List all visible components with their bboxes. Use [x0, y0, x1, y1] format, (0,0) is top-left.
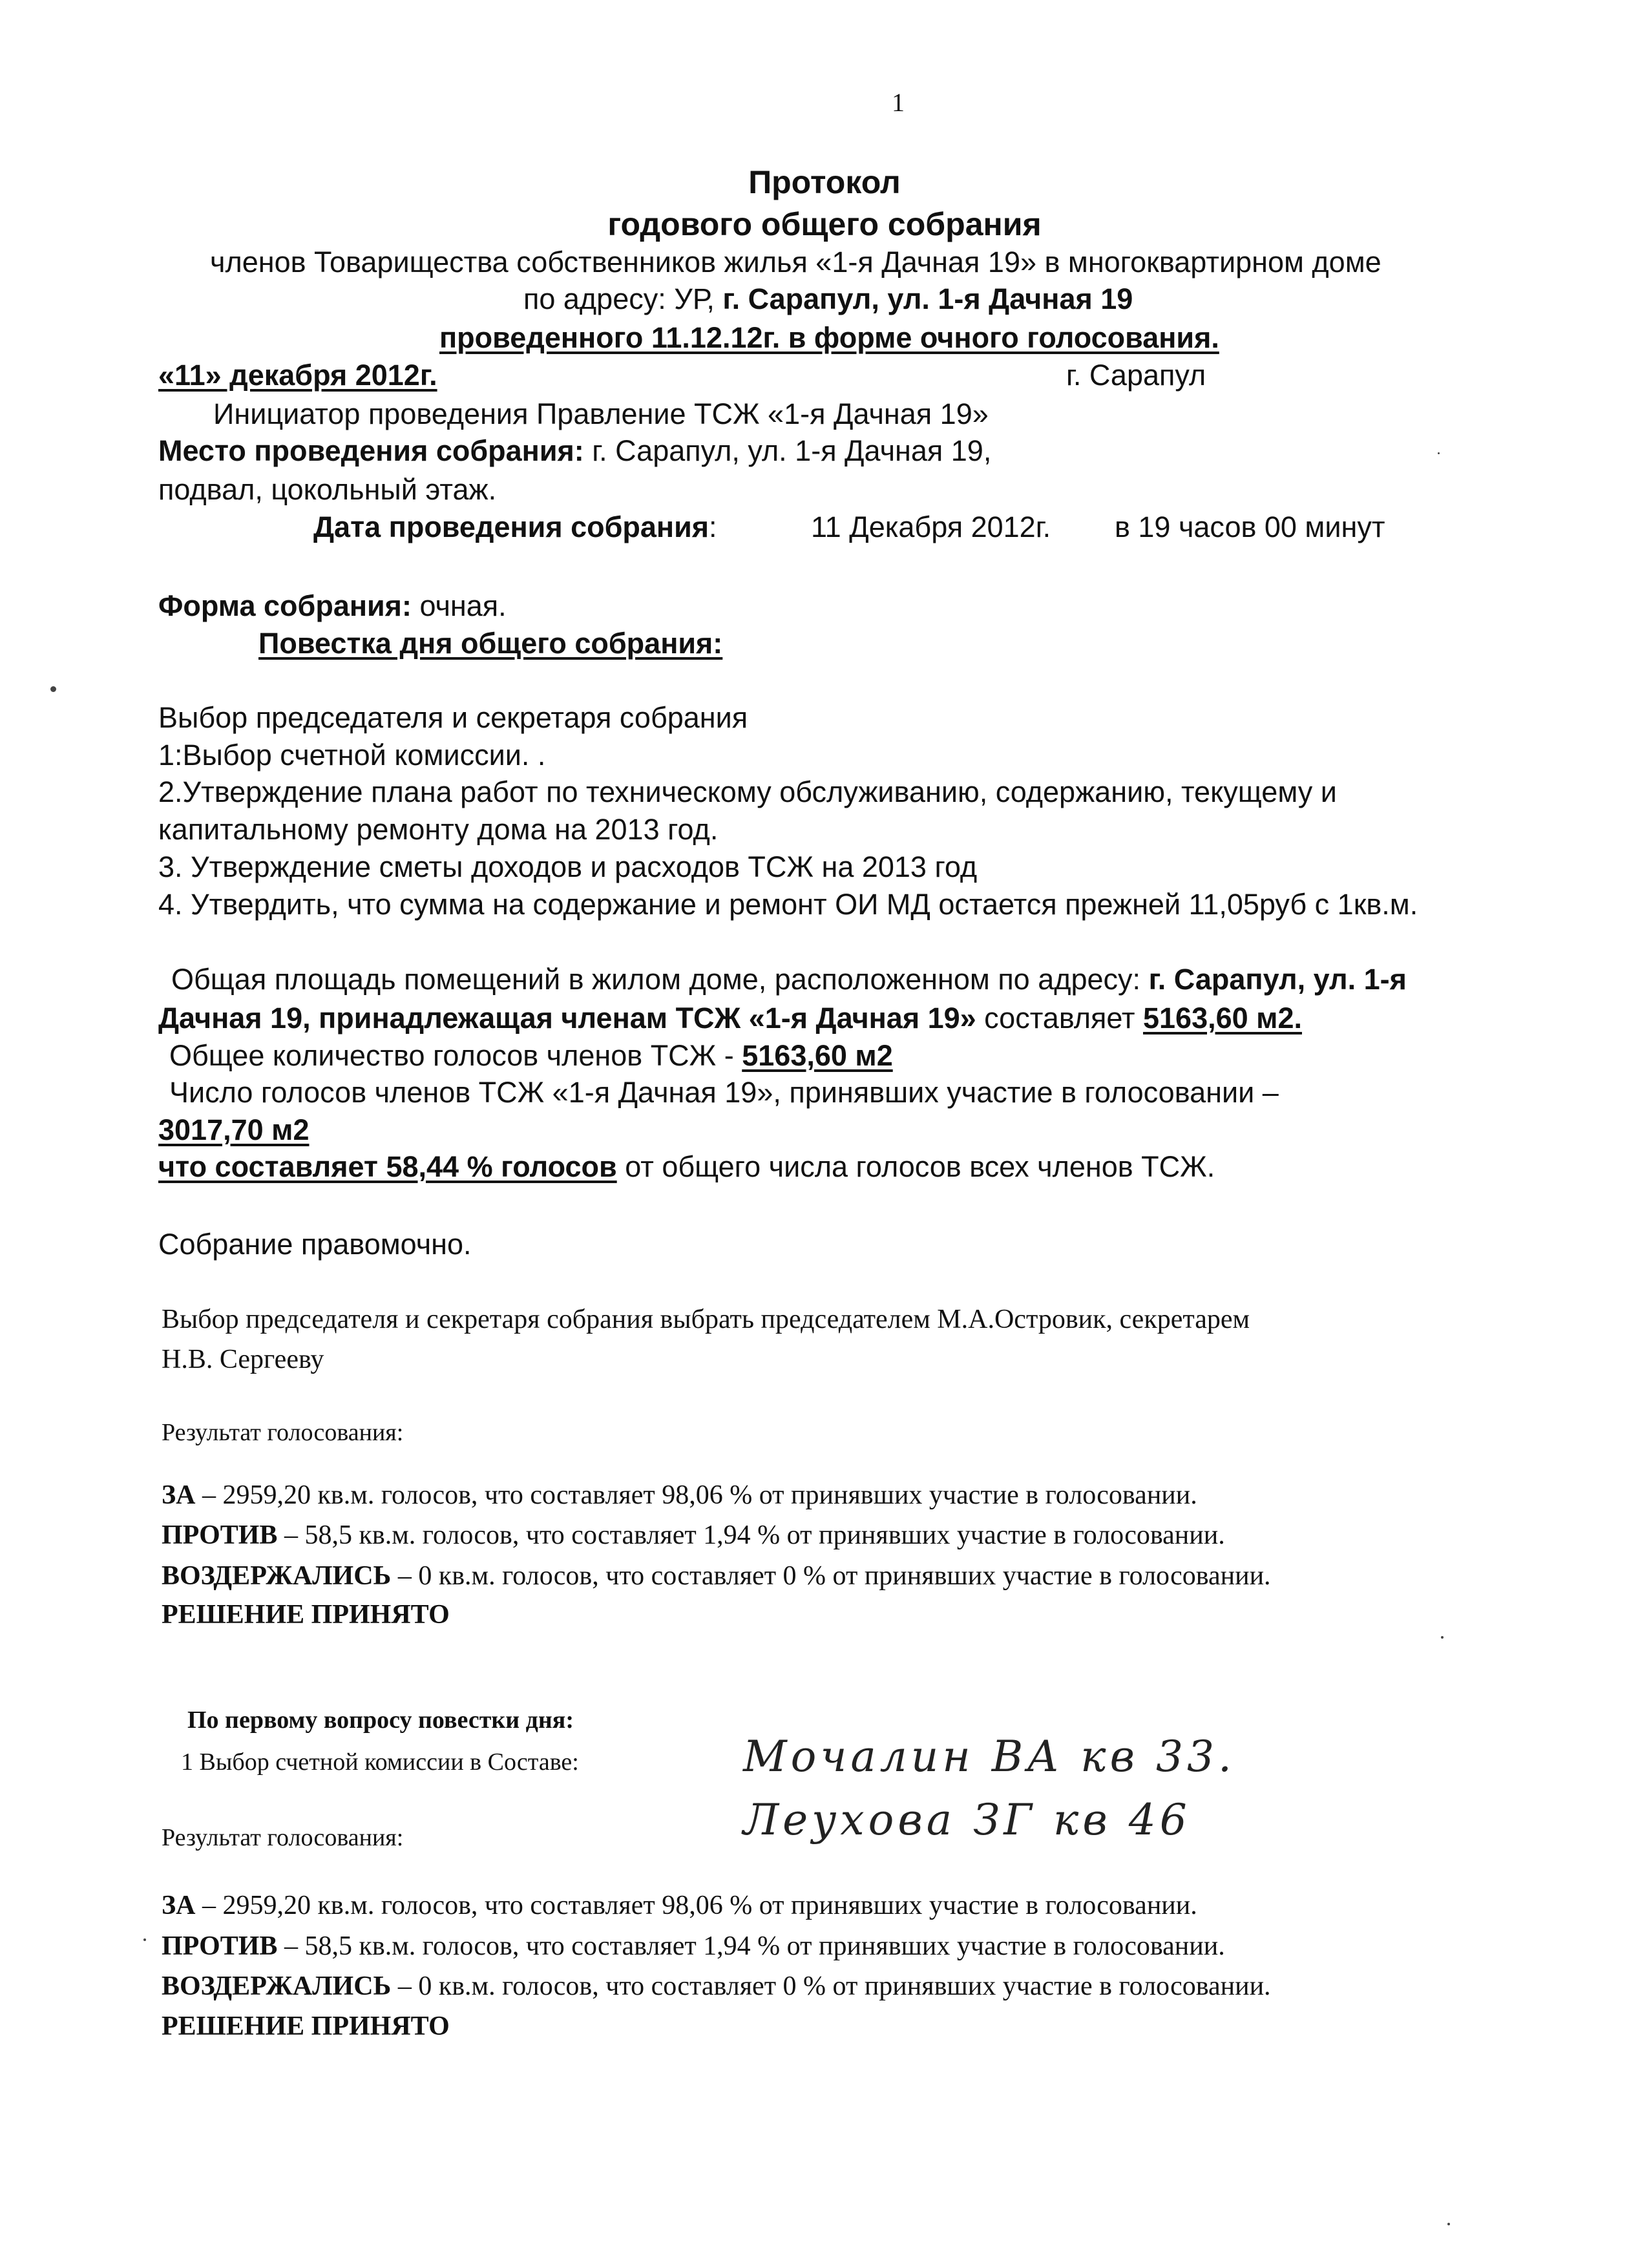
vote-against-label: ПРОТИВ [162, 1520, 278, 1550]
held-line: проведенного 11.12.12г. в форме очного голосования. [439, 321, 1219, 354]
form-line [158, 589, 507, 623]
q1-vote-for-line [162, 1890, 1197, 1921]
agenda-item: 4. Утвердить, что сумма на содержание и ремонт ОИ МД остается прежней 11,05руб с 1кв.м. [158, 888, 1418, 921]
q1-vote-against-line [162, 1931, 1225, 1962]
participated-value: 3017,70 м2 [158, 1113, 310, 1146]
form-label: Форма собрания: [158, 589, 412, 622]
agenda-item: 3. Утверждение сметы доходов и расходов ТСЖ на 2013 год [158, 850, 978, 883]
agenda-item: 2.Утверждение плана работ по техническому обслуживанию, содержанию, текущему и [158, 775, 1337, 808]
vote-for-line [162, 1480, 1197, 1511]
place-label: Место проведения собрания: [158, 434, 584, 467]
place-line [158, 434, 991, 468]
datetime-time: в 19 часов 00 минут [1115, 510, 1385, 543]
question1-title: По первому вопросу повестки дня: [187, 1706, 574, 1734]
vote-abstain-text: – 0 кв.м. голосов, что составляет 0 % от принявших участие в голосовании. [391, 1561, 1271, 1591]
vote-against-text: – 58,5 кв.м. голосов, что составляет 1,94 % от принявших участие в голосовании. [277, 1520, 1225, 1550]
address-prefix: по адресу: УР, [523, 282, 723, 315]
document-title: Протокол [748, 164, 901, 200]
question1-result-label: Результат голосования: [162, 1824, 404, 1851]
election-line-1: Выбор председателя и секретаря собрания выбрать председателем М.А.Островик, секретарем [162, 1305, 1250, 1334]
place-value: г. Сарапул, ул. 1-я Дачная 19, [583, 434, 992, 467]
agenda-item: капитальному ремонту дома на 2013 год. [158, 813, 719, 846]
agenda-item: Выбор председателя и секретаря собрания [158, 701, 748, 734]
area-mid: составляет [976, 1002, 1143, 1034]
percent-value: что составляет 58,44 % голосов [158, 1150, 617, 1183]
meeting-date: «11» декабря 2012г. [158, 359, 437, 392]
election-line-2: Н.В. Сергееву [162, 1345, 324, 1374]
vote-for-label: ЗА [162, 1480, 196, 1510]
area-owner: Дачная 19, принадлежащая членам ТСЖ «1-я Дачная 19» [158, 1002, 976, 1034]
scan-speck [1447, 2223, 1450, 2225]
place-line-2: подвал, цокольный этаж. [158, 473, 497, 506]
meeting-city: г. Сарапул [1066, 359, 1206, 392]
area-line-2 [158, 1002, 1302, 1035]
scan-speck [143, 1938, 146, 1941]
q1-vote-abstain-text: – 0 кв.м. голосов, что составляет 0 % от принявших участие в голосовании. [391, 1971, 1271, 2001]
vote-for-text: – 2959,20 кв.м. голосов, что составляет 98,06 % от принявших участие в голосовании. [195, 1480, 1197, 1510]
total-votes-value: 5163,60 м2 [742, 1039, 893, 1072]
agenda-item: 1:Выбор счетной комиссии. . [158, 739, 546, 772]
q1-vote-against-text: – 58,5 кв.м. голосов, что составляет 1,94 % от принявших участие в голосовании. [277, 1931, 1225, 1961]
datetime-date: 11 Декабря 2012г. [811, 510, 1051, 543]
decision-text: РЕШЕНИЕ ПРИНЯТО [162, 1600, 450, 1630]
q1-decision-text: РЕШЕНИЕ ПРИНЯТО [162, 2011, 450, 2041]
page-number: 1 [892, 88, 905, 117]
vote-abstain-line [162, 1560, 1271, 1591]
address-city: г. Сарапул, ул. 1-я Дачная 19 [722, 282, 1133, 315]
q1-vote-abstain-line [162, 1971, 1271, 2002]
result-label: Результат голосования: [162, 1419, 404, 1446]
scan-speck [50, 686, 56, 692]
vote-abstain-label: ВОЗДЕРЖАЛИСЬ [162, 1561, 392, 1591]
q1-vote-abstain-label: ВОЗДЕРЖАЛИСЬ [162, 1971, 392, 2001]
vote-against-line [162, 1520, 1225, 1551]
handwritten-name-1: Мочалин ВА кв 33. [743, 1732, 1235, 1781]
form-value: очная. [411, 589, 507, 622]
area-line-1 [171, 963, 1407, 996]
percent-rest: от общего числа голосов всех членов ТСЖ. [616, 1150, 1215, 1183]
address-line [523, 282, 1133, 316]
handwritten-name-2: Леухова ЗГ кв 46 [743, 1795, 1191, 1845]
document-subtitle: годового общего собрания [607, 206, 1042, 242]
scan-speck [1441, 1636, 1444, 1639]
scan-speck [1438, 452, 1440, 454]
area-value: 5163,60 м2. [1142, 1002, 1302, 1034]
total-votes-prefix: Общее количество голосов членов ТСЖ - [169, 1039, 742, 1072]
datetime-colon: : [709, 510, 717, 543]
commission-label: 1 Выбор счетной комиссии в Составе: [181, 1748, 579, 1776]
q1-vote-against-label: ПРОТИВ [162, 1931, 278, 1961]
participated-line: Число голосов членов ТСЖ «1-я Дачная 19», принявших участие в голосовании – [169, 1076, 1279, 1109]
q1-vote-for-label: ЗА [162, 1891, 196, 1920]
percent-line [158, 1150, 1215, 1184]
area-address: г. Сарапул, ул. 1-я [1148, 963, 1407, 996]
competent-line: Собрание правомочно. [158, 1228, 472, 1261]
area-prefix: Общая площадь помещений в жилом доме, расположенном по адресу: [171, 963, 1149, 996]
datetime-label: Дата проведения собрания [313, 510, 709, 543]
members-line: членов Товарищества собственников жилья «1-я Дачная 19» в многоквартирном доме [210, 246, 1381, 278]
datetime-line [313, 510, 717, 544]
initiator-line: Инициатор проведения Правление ТСЖ «1-я Дачная 19» [213, 397, 989, 430]
total-votes-line [169, 1039, 893, 1073]
q1-vote-for-text: – 2959,20 кв.м. голосов, что составляет 98,06 % от принявших участие в голосовании. [195, 1891, 1197, 1920]
agenda-title: Повестка дня общего собрания: [258, 627, 723, 660]
